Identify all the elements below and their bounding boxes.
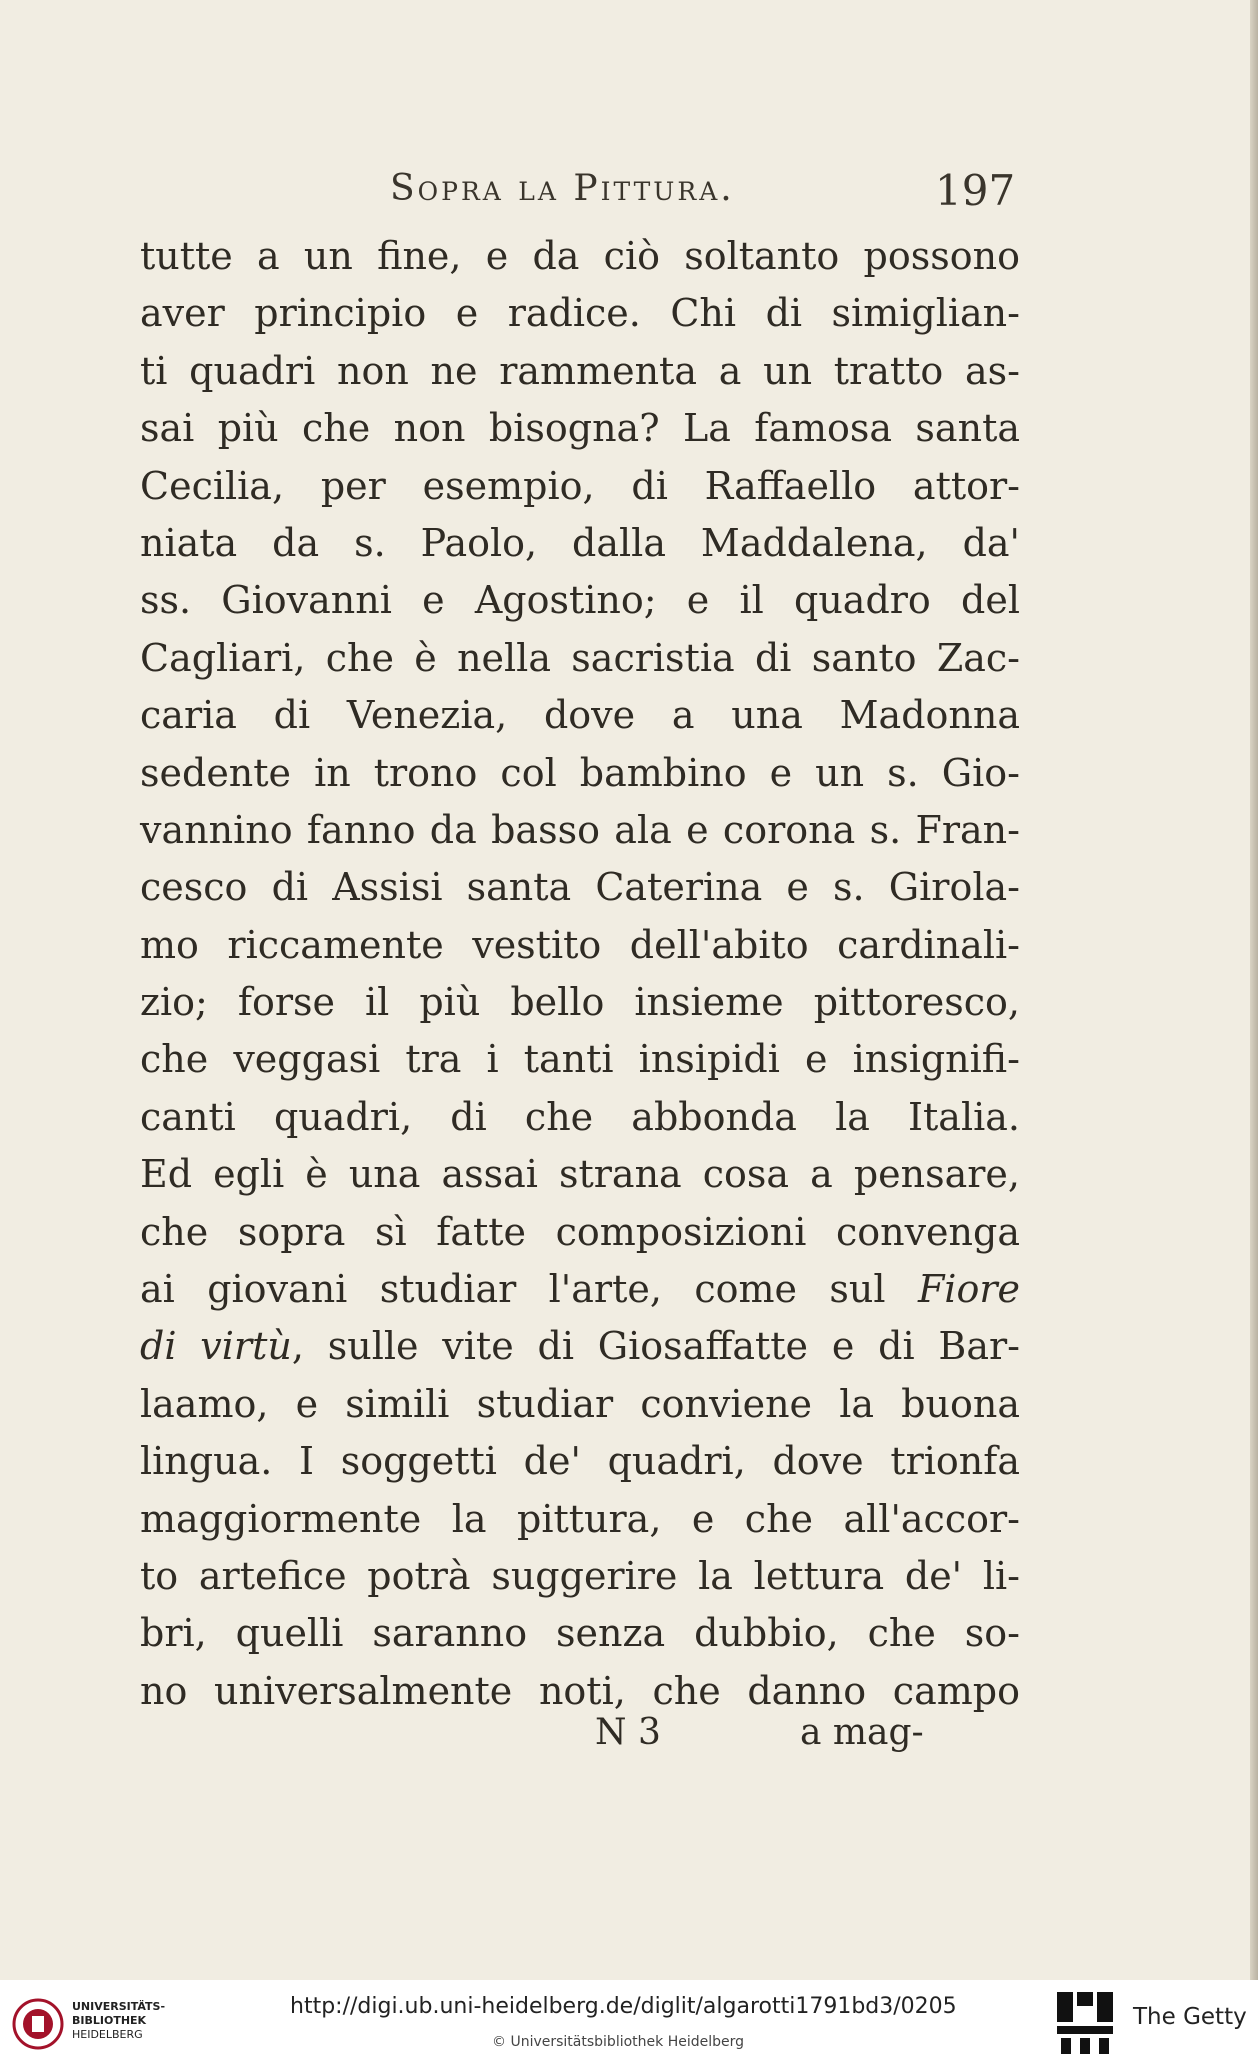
text-line: Cagliari, che è nella sacristia di santo Zac-	[140, 635, 1020, 680]
text-line: Ed egli è una assai strana cosa a pensare,	[140, 1152, 1020, 1197]
text-line: tutte a un fine, e da ciò soltanto possono	[140, 234, 1020, 278]
text-line: lingua. I soggetti de' quadri, dove trionfa	[140, 1439, 1020, 1484]
text-line: niata da s. Paolo, dalla Maddalena, da'	[140, 520, 1020, 565]
running-head: Sopra la Pittura.	[390, 168, 735, 209]
text-line: sai più che non bisogna? La famosa santa	[140, 406, 1020, 451]
getty-logo-icon	[1055, 1990, 1115, 2056]
permalink-url[interactable]: http://digi.ub.uni-heidelberg.de/diglit/algarotti1791bd3/0205	[290, 1994, 957, 2019]
text-line: bri, quelli saranno senza dubbio, che so-	[140, 1611, 1020, 1656]
library-name: UNIVERSITÄTS- BIBLIOTHEK HEIDELBERG	[72, 2000, 166, 2041]
italic-title: Fiore	[917, 1267, 1020, 1312]
text-line: Cecilia, per esempio, di Raffaello attor-	[140, 463, 1020, 508]
text-line: maggiormente la pittura, e che all'accor-	[140, 1496, 1020, 1541]
text-line: che veggasi tra i tanti insipidi e insignifi-	[140, 1037, 1020, 1082]
text-line: sedente in trono col bambino e un s. Gio-	[140, 750, 1020, 795]
page-number: 197	[935, 166, 1016, 215]
text-line: vannino fanno da basso ala e corona s. Fran-	[140, 807, 1020, 852]
text-line: ai giovani studiar l'arte, come sul Fiore	[140, 1267, 1020, 1312]
university-library-logo-icon	[12, 1998, 64, 2050]
text-line: caria di Venezia, dove a una Madonna	[140, 693, 1020, 738]
text-line: mo riccamente vestito dell'abito cardinali-	[140, 922, 1020, 967]
text-line: di virtù, sulle vite di Giosaffatte e di Bar-	[140, 1324, 1020, 1369]
text-line: ti quadri non ne rammenta a un tratto as-	[140, 348, 1020, 393]
text-line: canti quadri, di che abbonda la Italia.	[140, 1094, 1020, 1139]
body-text	[140, 228, 1020, 1720]
text-line: zio; forse il più bello insieme pittoresco,	[140, 980, 1020, 1025]
getty-label: The Getty	[1133, 2004, 1247, 2030]
text-line: to artefice potrà suggerire la lettura de' li-	[140, 1553, 1020, 1598]
italic-title: di virtù	[140, 1324, 292, 1369]
text-line: no universalmente noti, che danno campo	[140, 1668, 1020, 1713]
text-line: cesco di Assisi santa Caterina e s. Girola-	[140, 865, 1020, 910]
text-line: aver principio e radice. Chi di simiglian-	[140, 291, 1020, 336]
signature-mark: N 3	[595, 1712, 661, 1753]
copyright-notice: © Universitätsbibliothek Heidelberg	[492, 2034, 745, 2050]
catchword: a mag-	[800, 1712, 924, 1753]
viewer-footer	[0, 1980, 1258, 2068]
text-line: che sopra sì fatte composizioni convenga	[140, 1209, 1020, 1254]
text-line: laamo, e simili studiar conviene la buona	[140, 1381, 1020, 1426]
text-line: ss. Giovanni e Agostino; e il quadro del	[140, 578, 1020, 623]
page-edge	[1250, 0, 1258, 1980]
